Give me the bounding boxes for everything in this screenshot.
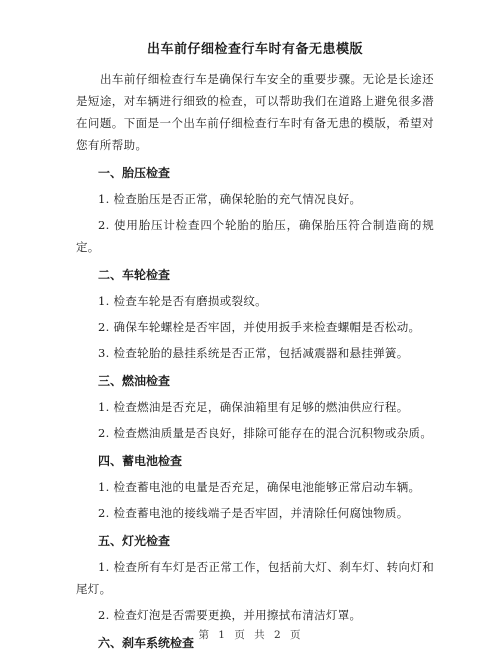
section-heading: 二、车轮检查: [98, 268, 171, 282]
list-item: 2. 检查蓄电池的接线端子是否牢固，并清除任何腐蚀物质。: [98, 506, 409, 520]
section-heading: 五、灯光检查: [98, 534, 171, 548]
section-wheels: [76, 264, 434, 364]
intro-paragraph: 出车前仔细检查行车是确保行车安全的重要步骤。无论是长途还是短途，对车辆进行细致的检查，可以帮助我们在道路上避免很多潜在问题。下面是一个出车前仔细检查行车时有备无患的模版，希望对您有所帮助。: [76, 72, 434, 152]
list-item: 2. 检查燃油质量是否良好，排除可能存在的混合沉积物或杂质。: [98, 426, 433, 440]
document-title: 出车前仔细检查行车时有备无患模版: [146, 42, 363, 57]
section-lights: [76, 530, 434, 626]
section-fuel: [76, 370, 434, 444]
list-item: 2. 确保车轮螺栓是否牢固，并使用扳手来检查螺帽是否松动。: [98, 320, 421, 334]
list-item: 1. 检查燃油是否充足，确保油箱里有足够的燃油供应行程。: [98, 400, 409, 414]
list-item: 1. 检查蓄电池的电量是否充足，确保电池能够正常启动车辆。: [98, 480, 421, 494]
document-body: [76, 40, 434, 658]
section-heading: 三、燃油检查: [98, 374, 171, 388]
list-item: 1. 检查车轮是否有磨损或裂纹。: [98, 294, 267, 308]
section-tire-pressure: [76, 162, 434, 258]
page-footer: 第 1 页 共 2 页: [198, 629, 304, 641]
list-item: 3. 检查轮胎的悬挂系统是否正常，包括减震器和悬挂弹簧。: [98, 346, 409, 360]
section-heading: 一、胎压检查: [98, 166, 171, 180]
list-item: 2. 使用胎压计检查四个轮胎的胎压，确保胎压符合制造商的规定。: [76, 218, 434, 254]
section-heading: 四、蓄电池检查: [98, 454, 183, 468]
section-heading: 六、刹车系统检查: [98, 636, 195, 650]
list-item: 1. 检查所有车灯是否正常工作，包括前大灯、刹车灯、转向灯和尾灯。: [76, 560, 434, 596]
list-item: 2. 检查灯泡是否需要更换，并用擦拭布清洁灯罩。: [98, 608, 362, 622]
section-battery: [76, 450, 434, 524]
list-item: 1. 检查胎压是否正常，确保轮胎的充气情况良好。: [98, 192, 362, 206]
